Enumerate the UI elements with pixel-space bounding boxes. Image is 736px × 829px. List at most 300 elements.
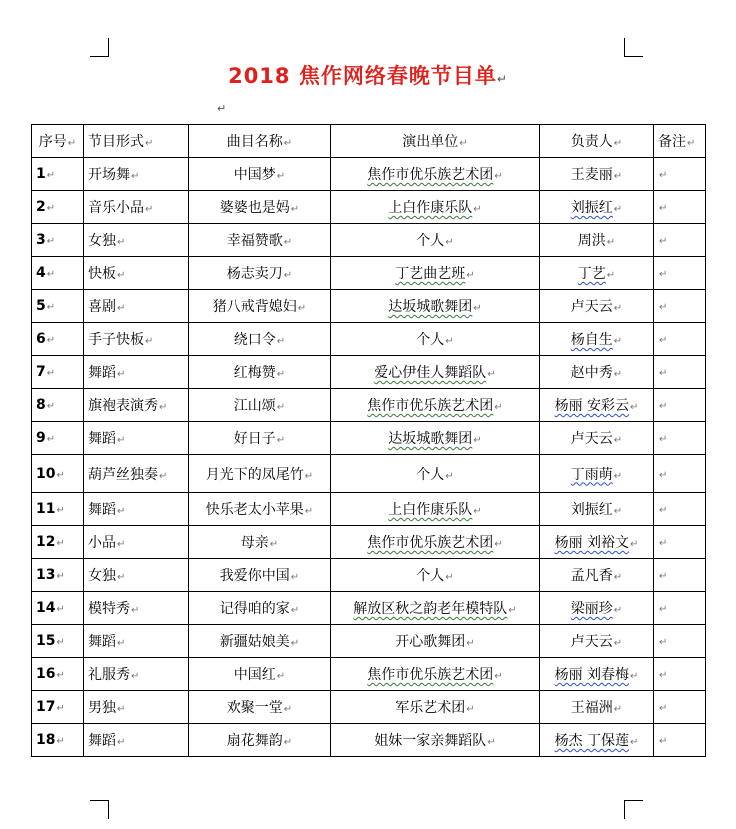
- page-corner-mark-bottom-left: [90, 800, 109, 819]
- row-note[interactable]: [654, 592, 706, 625]
- row-unit[interactable]: [331, 455, 540, 493]
- row-type[interactable]: [84, 158, 189, 191]
- row-type-text: 小品: [88, 535, 116, 551]
- row-name-text: 江山颂: [233, 398, 276, 414]
- row-unit-text: 军乐艺术团: [395, 700, 466, 716]
- cell-end-mark-icon: ↵: [659, 236, 668, 247]
- row-index-text: 4: [36, 265, 46, 281]
- row-unit-text: 丁艺曲艺班: [395, 266, 466, 282]
- row-unit-text: 个人: [416, 568, 445, 584]
- cell-end-mark-icon: ↵: [508, 605, 517, 616]
- row-unit-text: 上白作康乐队: [388, 200, 473, 216]
- row-index-text: 11: [36, 501, 56, 517]
- cell-end-mark-icon: ↵: [46, 302, 56, 313]
- row-type[interactable]: [84, 257, 189, 290]
- row-index[interactable]: [32, 290, 84, 323]
- cell-end-mark-icon: ↵: [283, 237, 293, 248]
- row-responsible[interactable]: [540, 356, 654, 389]
- cell-end-mark-icon: ↵: [494, 671, 503, 682]
- row-responsible-text: 王福洲: [570, 700, 613, 716]
- cell-end-mark-icon: ↵: [487, 369, 496, 380]
- cell-end-mark-icon: ↵: [659, 736, 668, 747]
- row-responsible[interactable]: [540, 526, 654, 559]
- cell-end-mark-icon: ↵: [56, 604, 65, 615]
- row-type[interactable]: [84, 724, 189, 757]
- cell-end-mark-icon: ↵: [613, 638, 623, 649]
- table-row: [32, 389, 706, 422]
- cell-end-mark-icon: ↵: [466, 704, 475, 715]
- row-name[interactable]: [189, 592, 331, 625]
- header-unit[interactable]: 演出单位↵: [331, 125, 540, 158]
- header-type[interactable]: 节目形式↵: [84, 125, 189, 158]
- cell-end-mark-icon: ↵: [276, 671, 286, 682]
- header-index[interactable]: 序号↵: [32, 125, 84, 158]
- row-responsible-text: 刘振红: [570, 502, 613, 518]
- paragraph-mark-icon: ↵: [496, 72, 508, 86]
- row-index[interactable]: [32, 625, 84, 658]
- row-note[interactable]: [654, 724, 706, 757]
- row-unit[interactable]: [331, 625, 540, 658]
- row-note[interactable]: [654, 356, 706, 389]
- row-note[interactable]: [654, 455, 706, 493]
- row-index[interactable]: [32, 493, 84, 526]
- cell-end-mark-icon: ↵: [56, 736, 65, 747]
- table-row: [32, 625, 706, 658]
- cell-end-mark-icon: ↵: [131, 171, 140, 182]
- row-name[interactable]: [189, 158, 331, 191]
- row-note[interactable]: [654, 658, 706, 691]
- cell-end-mark-icon: ↵: [283, 270, 293, 281]
- row-index[interactable]: [32, 724, 84, 757]
- cell-end-mark-icon: ↵: [473, 435, 482, 446]
- cell-end-mark-icon: ↵: [606, 237, 616, 248]
- cell-end-mark-icon: ↵: [117, 270, 126, 281]
- row-index-text: 9: [36, 430, 46, 446]
- row-index[interactable]: [32, 658, 84, 691]
- cell-end-mark-icon: ↵: [613, 572, 623, 583]
- row-type[interactable]: [84, 691, 189, 724]
- row-index[interactable]: [32, 559, 84, 592]
- document-title[interactable]: [0, 60, 736, 90]
- row-index[interactable]: [32, 257, 84, 290]
- row-index-text: 10: [36, 465, 56, 482]
- row-type[interactable]: [84, 290, 189, 323]
- cell-end-mark-icon: ↵: [613, 303, 623, 314]
- row-unit[interactable]: [331, 191, 540, 224]
- cell-end-mark-icon: ↵: [304, 470, 314, 482]
- row-unit[interactable]: [331, 493, 540, 526]
- cell-end-mark-icon: ↵: [46, 434, 56, 445]
- row-name[interactable]: [189, 422, 331, 455]
- row-index[interactable]: [32, 691, 84, 724]
- row-responsible[interactable]: [540, 658, 654, 691]
- row-responsible-text: 杨自生: [570, 332, 613, 348]
- cell-end-mark-icon: ↵: [613, 470, 623, 482]
- paragraph-mark-icon: ↵: [217, 102, 227, 115]
- row-name-text: 红梅赞: [233, 365, 276, 381]
- row-responsible-text: 杨丽 刘春梅: [554, 667, 630, 683]
- row-index[interactable]: [32, 356, 84, 389]
- cell-end-mark-icon: ↵: [56, 469, 65, 481]
- row-responsible-text: 卢天云: [570, 634, 613, 650]
- row-unit[interactable]: [331, 658, 540, 691]
- row-responsible[interactable]: [540, 323, 654, 356]
- cell-end-mark-icon: ↵: [613, 605, 623, 616]
- row-index[interactable]: [32, 191, 84, 224]
- row-unit-text: 姐妹一家亲舞蹈队: [374, 733, 487, 749]
- row-unit-text: 个人: [416, 332, 445, 348]
- cell-end-mark-icon: ↵: [56, 505, 65, 516]
- row-type[interactable]: [84, 356, 189, 389]
- cell-end-mark-icon: ↵: [494, 539, 503, 550]
- row-index[interactable]: [32, 389, 84, 422]
- row-responsible[interactable]: [540, 389, 654, 422]
- row-unit[interactable]: [331, 224, 540, 257]
- row-responsible[interactable]: [540, 422, 654, 455]
- row-name[interactable]: [189, 559, 331, 592]
- row-name[interactable]: [189, 389, 331, 422]
- row-unit[interactable]: [331, 592, 540, 625]
- row-type-text: 女独: [88, 233, 116, 249]
- row-index-text: 5: [36, 298, 46, 314]
- row-responsible-text: 孟凡香: [570, 568, 613, 584]
- row-responsible[interactable]: [540, 455, 654, 493]
- cell-end-mark-icon: ↵: [445, 336, 454, 347]
- row-note[interactable]: [654, 191, 706, 224]
- row-note[interactable]: [654, 625, 706, 658]
- cell-end-mark-icon: ↵: [159, 402, 168, 413]
- cell-end-mark-icon: ↵: [659, 604, 668, 615]
- row-responsible-text: 卢天云: [570, 431, 613, 447]
- row-name[interactable]: [189, 191, 331, 224]
- row-name-text: 扇花舞韵: [226, 733, 283, 749]
- row-note[interactable]: [654, 224, 706, 257]
- row-name-text: 杨志卖刀: [226, 266, 283, 282]
- row-type[interactable]: [84, 224, 189, 257]
- row-note[interactable]: [654, 559, 706, 592]
- cell-end-mark-icon: ↵: [290, 605, 300, 616]
- row-note[interactable]: [654, 526, 706, 559]
- row-unit-text: 上白作康乐队: [388, 502, 473, 518]
- row-type-text: 手子快板: [88, 332, 144, 348]
- row-name[interactable]: [189, 625, 331, 658]
- row-type-text: 女独: [88, 568, 116, 584]
- row-unit-text: 开心歌舞团: [395, 634, 466, 650]
- row-index-text: 15: [36, 633, 56, 649]
- cell-end-mark-icon: ↵: [659, 670, 668, 681]
- row-index[interactable]: [32, 422, 84, 455]
- cell-end-mark-icon: ↵: [46, 401, 56, 412]
- cell-end-mark-icon: ↵: [445, 237, 454, 248]
- cell-end-mark-icon: ↵: [283, 737, 293, 748]
- row-note[interactable]: [654, 323, 706, 356]
- row-responsible[interactable]: [540, 224, 654, 257]
- row-name-text: 快乐老太小苹果: [205, 502, 304, 518]
- row-responsible-text: 杨丽 安彩云: [554, 398, 630, 414]
- row-type[interactable]: [84, 658, 189, 691]
- row-name[interactable]: [189, 323, 331, 356]
- cell-end-mark-icon: ↵: [630, 539, 639, 550]
- row-note[interactable]: [654, 257, 706, 290]
- row-note[interactable]: [654, 691, 706, 724]
- row-index-text: 18: [36, 732, 56, 748]
- cell-end-mark-icon: ↵: [630, 671, 639, 682]
- cell-end-mark-icon: ↵: [283, 704, 293, 715]
- header-responsible[interactable]: 负责人↵: [540, 125, 654, 158]
- cell-end-mark-icon: ↵: [606, 270, 616, 281]
- row-type[interactable]: [84, 559, 189, 592]
- cell-end-mark-icon: ↵: [613, 336, 623, 347]
- table-row: [32, 356, 706, 389]
- cell-end-mark-icon: ↵: [659, 203, 668, 214]
- page-corner-mark-bottom-right: [624, 800, 643, 819]
- row-unit[interactable]: [331, 422, 540, 455]
- row-unit[interactable]: [331, 158, 540, 191]
- row-unit-text: 解放区秋之韵老年模特队: [353, 601, 508, 617]
- row-unit[interactable]: [331, 724, 540, 757]
- table-row: [32, 191, 706, 224]
- row-name[interactable]: [189, 658, 331, 691]
- row-name-text: 绕口令: [233, 332, 276, 348]
- row-name[interactable]: [189, 356, 331, 389]
- cell-end-mark-icon: ↵: [56, 670, 65, 681]
- row-name-text: 猪八戒背媳妇: [212, 299, 297, 315]
- row-responsible-text: 杨丽 刘裕文: [554, 535, 630, 551]
- row-type[interactable]: [84, 592, 189, 625]
- row-type-text: 礼服秀: [88, 667, 130, 683]
- row-name[interactable]: [189, 455, 331, 493]
- row-unit[interactable]: [331, 559, 540, 592]
- row-type-text: 葫芦丝独奏: [88, 466, 158, 483]
- row-type-text: 音乐小品: [88, 200, 144, 216]
- row-responsible-text: 丁雨萌: [570, 466, 613, 483]
- cell-end-mark-icon: ↵: [56, 703, 65, 714]
- row-index-text: 7: [36, 364, 46, 380]
- cell-end-mark-icon: ↵: [613, 369, 623, 380]
- row-unit-text: 焦作市优乐族艺术团: [367, 667, 494, 683]
- cell-end-mark-icon: ↵: [466, 270, 475, 281]
- row-type-text: 舞蹈: [88, 502, 116, 518]
- cell-end-mark-icon: ↵: [276, 336, 286, 347]
- row-name[interactable]: [189, 290, 331, 323]
- cell-end-mark-icon: ↵: [659, 571, 668, 582]
- row-responsible[interactable]: [540, 257, 654, 290]
- row-unit-text: 达坂城歌舞团: [388, 299, 473, 315]
- table-row: [32, 422, 706, 455]
- cell-end-mark-icon: ↵: [117, 435, 126, 446]
- cell-end-mark-icon: ↵: [613, 704, 623, 715]
- row-name-text: 婆婆也是妈: [219, 200, 290, 216]
- row-index[interactable]: [32, 526, 84, 559]
- row-name[interactable]: [189, 724, 331, 757]
- row-index-text: 8: [36, 397, 46, 413]
- row-unit[interactable]: [331, 290, 540, 323]
- row-name-text: 记得咱的家: [219, 601, 290, 617]
- cell-end-mark-icon: ↵: [613, 506, 623, 517]
- row-name-text: 中国红: [233, 667, 276, 683]
- row-unit[interactable]: [331, 257, 540, 290]
- row-responsible-text: 卢天云: [570, 299, 613, 315]
- table-row: [32, 724, 706, 757]
- cell-end-mark-icon: ↵: [276, 369, 286, 380]
- row-unit-text: 达坂城歌舞团: [388, 431, 473, 447]
- row-type[interactable]: [84, 625, 189, 658]
- cell-end-mark-icon: ↵: [117, 737, 126, 748]
- row-type-text: 舞蹈: [88, 634, 116, 650]
- row-responsible[interactable]: [540, 691, 654, 724]
- row-name-text: 我爱你中国: [219, 568, 290, 584]
- cell-end-mark-icon: ↵: [159, 470, 168, 482]
- row-responsible[interactable]: [540, 724, 654, 757]
- row-index[interactable]: [32, 323, 84, 356]
- cell-end-mark-icon: ↵: [56, 637, 65, 648]
- table-row: [32, 257, 706, 290]
- row-unit-text: 焦作市优乐族艺术团: [367, 167, 494, 183]
- cell-end-mark-icon: ↵: [659, 434, 668, 445]
- cell-end-mark-icon: ↵: [659, 469, 668, 481]
- table-row: [32, 493, 706, 526]
- cell-end-mark-icon: ↵: [659, 703, 668, 714]
- row-type[interactable]: [84, 191, 189, 224]
- table-row: [32, 658, 706, 691]
- cell-end-mark-icon: ↵: [494, 402, 503, 413]
- row-index[interactable]: [32, 455, 84, 493]
- row-responsible[interactable]: [540, 559, 654, 592]
- row-type-text: 舞蹈: [88, 365, 116, 381]
- row-unit-text: 焦作市优乐族艺术团: [367, 535, 494, 551]
- row-responsible[interactable]: [540, 493, 654, 526]
- cell-end-mark-icon: ↵: [117, 237, 126, 248]
- cell-end-mark-icon: ↵: [659, 401, 668, 412]
- cell-end-mark-icon: ↵: [56, 538, 65, 549]
- row-responsible-text: 梁丽珍: [570, 601, 613, 617]
- cell-end-mark-icon: ↵: [117, 303, 126, 314]
- row-type[interactable]: [84, 526, 189, 559]
- row-responsible-text: 赵中秀: [570, 365, 613, 381]
- cell-end-mark-icon: ↵: [276, 435, 286, 446]
- row-responsible[interactable]: [540, 290, 654, 323]
- cell-end-mark-icon: ↵: [46, 203, 56, 214]
- row-name[interactable]: [189, 526, 331, 559]
- cell-end-mark-icon: ↵: [659, 302, 668, 313]
- cell-end-mark-icon: ↵: [659, 637, 668, 648]
- cell-end-mark-icon: ↵: [659, 170, 668, 181]
- cell-end-mark-icon: ↵: [473, 204, 482, 215]
- cell-end-mark-icon: ↵: [131, 671, 140, 682]
- row-type-text: 喜剧: [88, 299, 116, 315]
- table-body: [32, 158, 706, 757]
- cell-end-mark-icon: ↵: [659, 269, 668, 280]
- header-note[interactable]: 备注↵: [654, 125, 706, 158]
- row-name-text: 母亲: [240, 535, 269, 551]
- row-index[interactable]: [32, 592, 84, 625]
- cell-end-mark-icon: ↵: [269, 539, 279, 550]
- row-type[interactable]: [84, 455, 189, 493]
- row-responsible[interactable]: [540, 592, 654, 625]
- row-note[interactable]: [654, 158, 706, 191]
- cell-end-mark-icon: ↵: [276, 171, 286, 182]
- row-responsible-text: 王麦丽: [570, 167, 613, 183]
- row-index-text: 12: [36, 534, 56, 550]
- row-name[interactable]: [189, 493, 331, 526]
- cell-end-mark-icon: ↵: [131, 605, 140, 616]
- cell-end-mark-icon: ↵: [290, 638, 300, 649]
- row-type[interactable]: [84, 493, 189, 526]
- row-responsible[interactable]: [540, 625, 654, 658]
- row-responsible-text: 刘振红: [570, 200, 613, 216]
- cell-end-mark-icon: ↵: [117, 704, 126, 715]
- row-note[interactable]: [654, 422, 706, 455]
- row-type[interactable]: [84, 422, 189, 455]
- cell-end-mark-icon: ↵: [56, 571, 65, 582]
- cell-end-mark-icon: ↵: [117, 539, 126, 550]
- cell-end-mark-icon: ↵: [46, 335, 56, 346]
- row-type-text: 舞蹈: [88, 431, 116, 447]
- row-name[interactable]: [189, 224, 331, 257]
- page-corner-mark-top-left: [90, 38, 109, 57]
- row-type[interactable]: [84, 389, 189, 422]
- table-row: [32, 691, 706, 724]
- row-responsible[interactable]: [540, 158, 654, 191]
- row-unit[interactable]: [331, 323, 540, 356]
- row-unit[interactable]: [331, 526, 540, 559]
- cell-end-mark-icon: ↵: [276, 402, 286, 413]
- row-index-text: 1: [36, 166, 46, 182]
- row-index-text: 14: [36, 600, 56, 616]
- header-name[interactable]: 曲目名称↵: [189, 125, 331, 158]
- row-unit[interactable]: [331, 389, 540, 422]
- row-note[interactable]: [654, 493, 706, 526]
- table-row: [32, 290, 706, 323]
- row-unit[interactable]: [331, 356, 540, 389]
- row-unit[interactable]: [331, 691, 540, 724]
- row-note[interactable]: [654, 290, 706, 323]
- row-responsible-text: 丁艺: [577, 266, 606, 282]
- row-name-text: 新疆姑娘美: [219, 634, 290, 650]
- row-index-text: 16: [36, 666, 56, 682]
- row-type-text: 开场舞: [88, 167, 130, 183]
- cell-end-mark-icon: ↵: [46, 170, 56, 181]
- cell-end-mark-icon: ↵: [445, 470, 454, 482]
- row-name-text: 幸福赞歌: [226, 233, 283, 249]
- cell-end-mark-icon: ↵: [304, 506, 314, 517]
- row-note[interactable]: [654, 389, 706, 422]
- row-name-text: 好日子: [233, 431, 276, 447]
- row-unit-text: 焦作市优乐族艺术团: [367, 398, 494, 414]
- row-unit-text: 个人: [416, 466, 445, 483]
- cell-end-mark-icon: ↵: [117, 369, 126, 380]
- table-row: [32, 526, 706, 559]
- cell-end-mark-icon: ↵: [445, 572, 454, 583]
- table-row: [32, 455, 706, 493]
- cell-end-mark-icon: ↵: [613, 171, 623, 182]
- row-index[interactable]: [32, 224, 84, 257]
- table-row: [32, 592, 706, 625]
- row-responsible[interactable]: [540, 191, 654, 224]
- row-responsible-text: 杨杰 丁保莲: [554, 733, 630, 749]
- cell-end-mark-icon: ↵: [659, 505, 668, 516]
- row-name[interactable]: [189, 691, 331, 724]
- row-type[interactable]: [84, 323, 189, 356]
- row-name[interactable]: [189, 257, 331, 290]
- cell-end-mark-icon: ↵: [46, 368, 56, 379]
- cell-end-mark-icon: ↵: [117, 506, 126, 517]
- row-index[interactable]: [32, 158, 84, 191]
- cell-end-mark-icon: ↵: [46, 236, 56, 247]
- cell-end-mark-icon: ↵: [466, 638, 475, 649]
- cell-end-mark-icon: ↵: [659, 335, 668, 346]
- cell-end-mark-icon: ↵: [290, 204, 300, 215]
